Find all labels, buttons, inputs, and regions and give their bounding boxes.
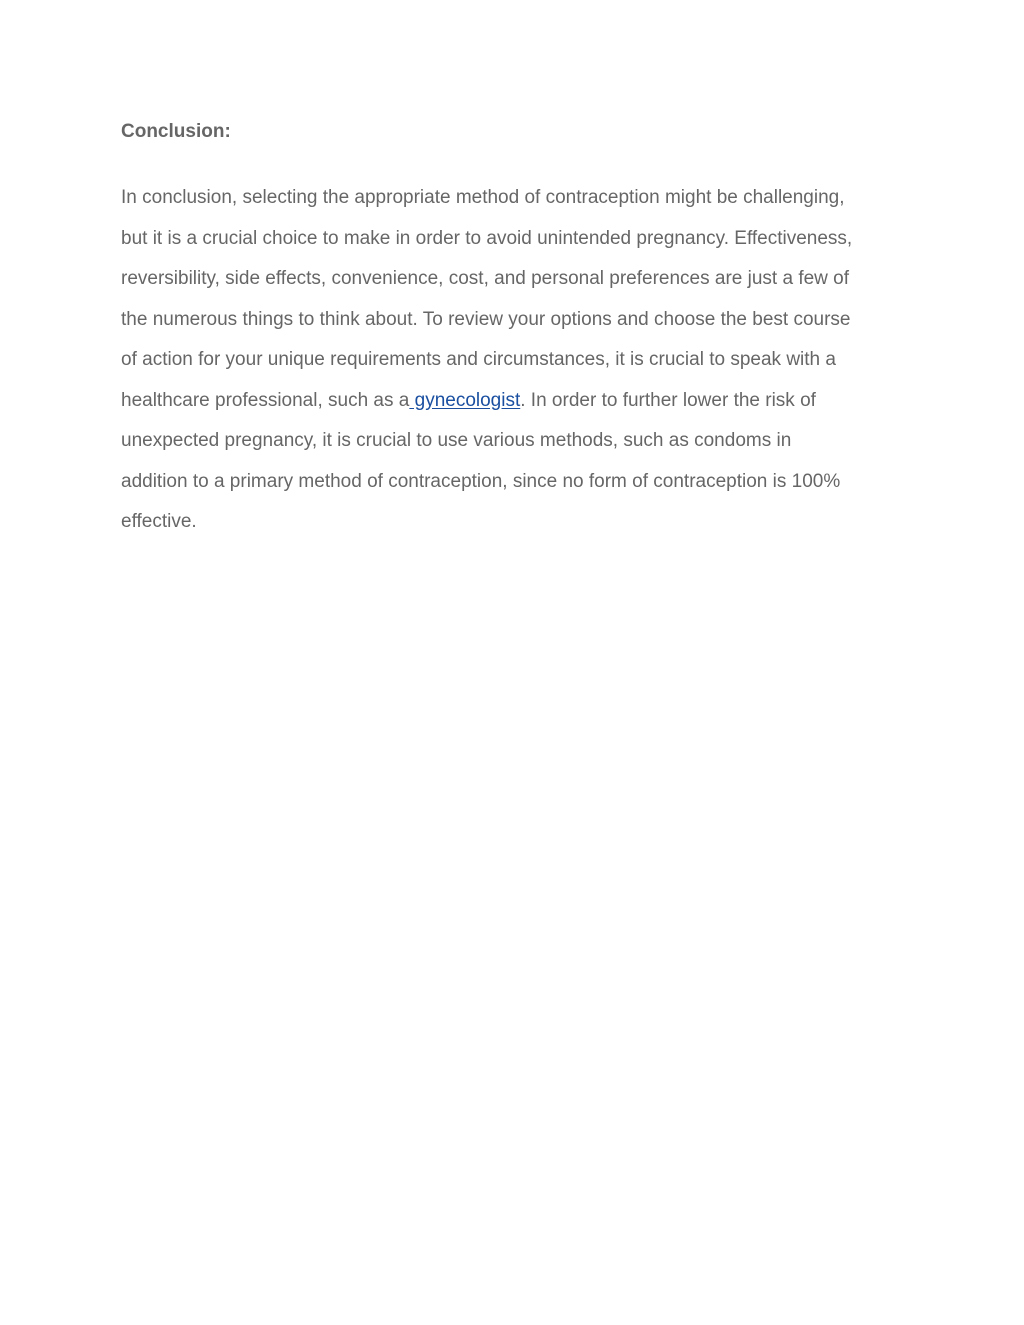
paragraph-line: unexpected pregnancy, it is crucial to use various methods, such as condoms in	[121, 430, 792, 451]
paragraph-line: addition to a primary method of contraception, since no form of contraception is 100%	[121, 470, 841, 492]
paragraph-line: of action for your unique requirements and circumstances, it is crucial to speak with a	[121, 349, 836, 370]
conclusion-paragraph	[121, 178, 896, 543]
paragraph-line: In conclusion, selecting the appropriate method of contraception might be challenging,	[121, 187, 845, 208]
section-heading: Conclusion:	[121, 121, 231, 142]
document-content	[121, 118, 896, 543]
link-line-before: healthcare professional, such as a	[121, 389, 410, 411]
gynecologist-link[interactable]: gynecologist	[409, 389, 521, 411]
paragraph-line: reversibility, side effects, convenience, cost, and personal preferences are just a few of	[121, 268, 850, 289]
link-line-after: . In order to further lower the risk of	[520, 389, 816, 411]
paragraph-line-with-link	[121, 381, 896, 422]
paragraph-line: but it is a crucial choice to make in order to avoid unintended pregnancy. Effectiveness,	[121, 227, 853, 249]
paragraph-line: effective.	[121, 511, 197, 532]
paragraph-line: the numerous things to think about. To review your options and choose the best course	[121, 308, 851, 330]
